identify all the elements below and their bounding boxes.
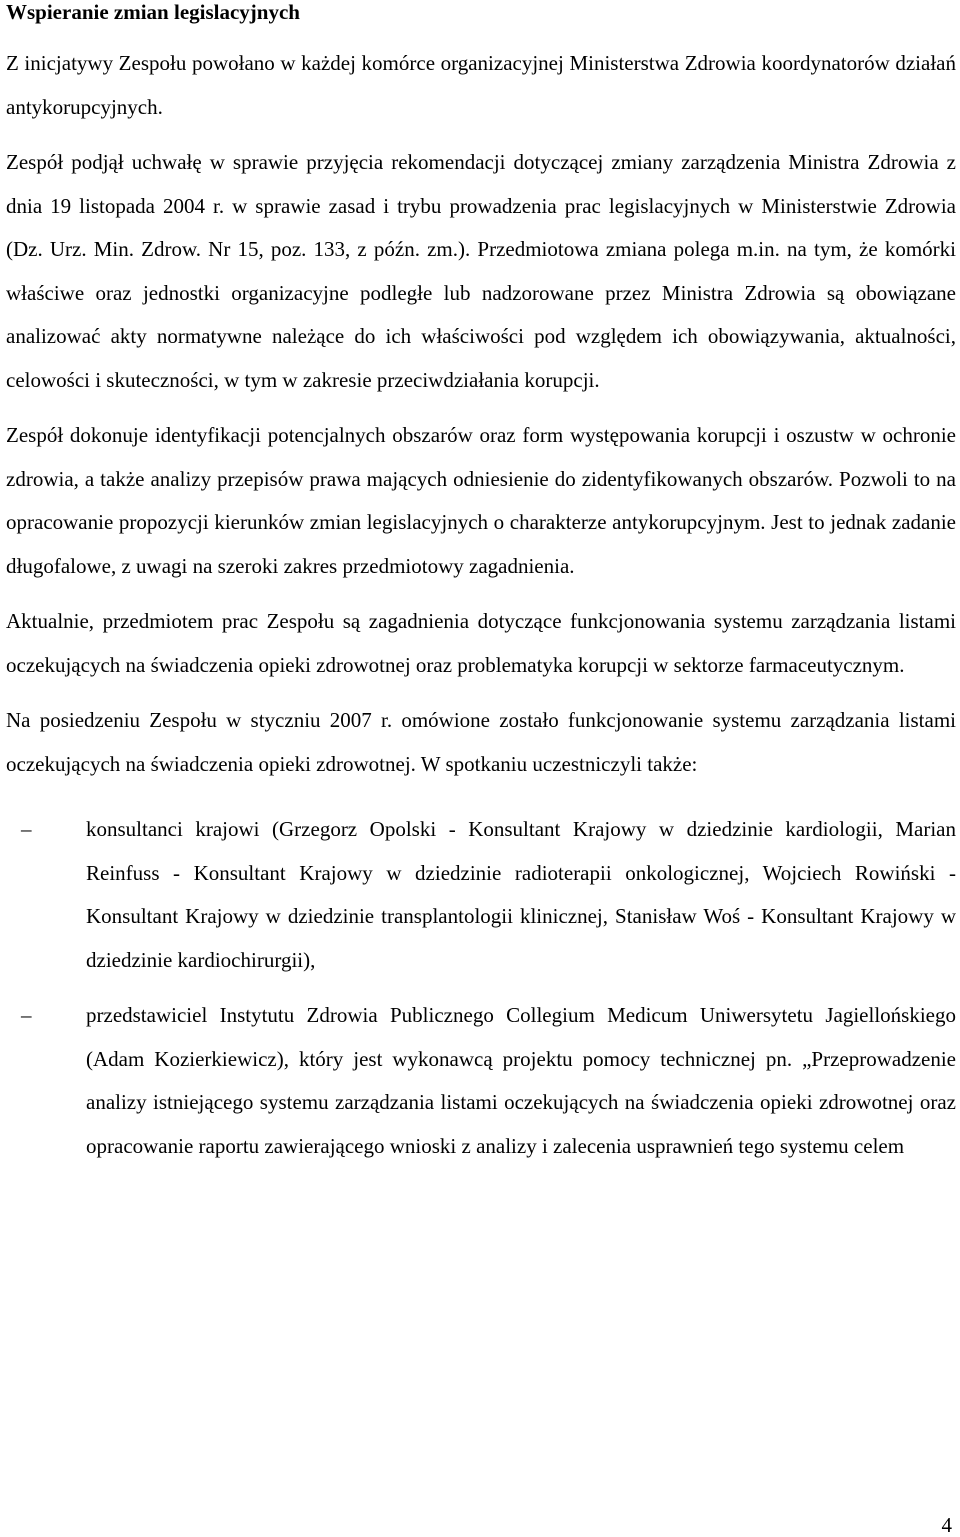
list-item-text: przedstawiciel Instytutu Zdrowia Publicznego Collegium Medicum Uniwersytetu Jagiellońskiego (Adam Kozierkiewicz), który jest wykonawcą projektu pomocy technicznej pn. „Przeprowadzenie analizy istniejącego systemu zarządzania listami oczekujących na świadczenia opieki zdrowotnej oraz opracowanie raportu zawierającego wnioski z analizy i zalecenia usprawnień tego systemu celem	[86, 1003, 956, 1158]
paragraph-meeting: Na posiedzeniu Zespołu w styczniu 2007 r. omówione zostało funkcjonowanie systemu zarządzania listami oczekujących na świadczenia opieki zdrowotnej. W spotkaniu uczestniczyli także:	[6, 708, 956, 776]
document-body	[6, 0, 956, 1180]
participants-list	[6, 808, 956, 1168]
list-dash-marker: –	[21, 1003, 32, 1027]
paragraph-resolution: Zespół podjął uchwałę w sprawie przyjęcia rekomendacji dotyczącej zmiany zarządzenia Ministra Zdrowia z dnia 19 listopada 2004 r. w sprawie zasad i trybu prowadzenia prac legislacyjnych w Ministerstwie Zdrowia (Dz. Urz. Min. Zdrow. Nr 15, poz. 133, z późn. zm.). Przedmiotowa zmiana polega m.in. na tym, że komórki właściwe oraz jednostki organizacyjne podległe lub nadzorowane przez Ministra Zdrowia są obowiązane analizować akty normatywne należące do ich właściwości pod względem ich obowiązywania, aktualności, celowości i skuteczności, w tym w zakresie przeciwdziałania korupcji.	[6, 150, 956, 392]
paragraph-identification: Zespół dokonuje identyfikacji potencjalnych obszarów oraz form występowania korupcji i oszustw w ochronie zdrowia, a także analizy przepisów prawa mających odniesienie do zidentyfikowanych obszarów. Pozwoli to na opracowanie propozycji kierunków zmian legislacyjnych o charakterze antykorupcyjnym. Jest to jednak zadanie długofalowe, z uwagi na szeroki zakres przedmiotowy zagadnienia.	[6, 423, 956, 578]
list-item-text: konsultanci krajowi (Grzegorz Opolski - Konsultant Krajowy w dziedzinie kardiologii, Marian Reinfuss - Konsultant Krajowy w dziedzinie radioterapii onkologicznej, Wojciech Rowiński - Konsultant Krajowy w dziedzinie transplantologii klinicznej, Stanisław Woś - Konsultant Krajowy w dziedzinie kardiochirurgii),	[86, 817, 956, 972]
list-dash-marker: –	[21, 817, 32, 841]
section-heading: Wspieranie zmian legislacyjnych	[6, 0, 300, 24]
list-item	[6, 994, 956, 1168]
list-item	[6, 808, 956, 982]
paragraph-current-work: Aktualnie, przedmiotem prac Zespołu są zagadnienia dotyczące funkcjonowania systemu zarządzania listami oczekujących na świadczenia opieki zdrowotnej oraz problematyka korupcji w sektorze farmaceutycznym.	[6, 609, 956, 677]
paragraph-coordinators: Z inicjatywy Zespołu powołano w każdej komórce organizacyjnej Ministerstwa Zdrowia koordynatorów działań antykorupcyjnych.	[6, 51, 956, 119]
page-number: 4	[941, 1513, 952, 1537]
